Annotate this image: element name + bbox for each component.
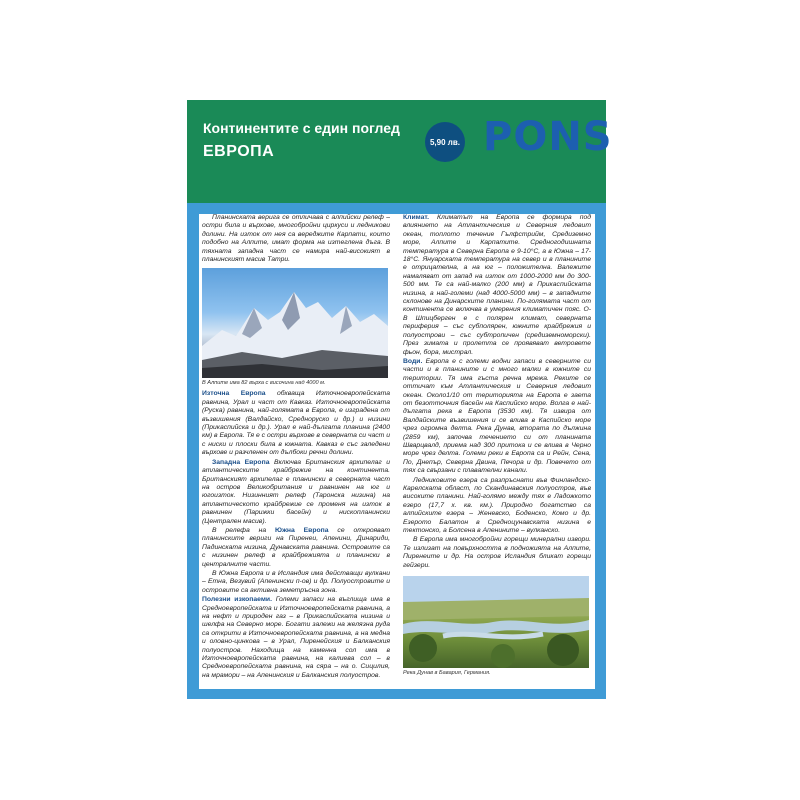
danube-photo <box>403 576 589 668</box>
intro-paragraph: Планинската верига се отличава с алпийски релеф – остри била и върхове, многобройни циркуси и ледникови долини. На изток от нея са вереджите Карпати, които подобно на Алпите, имат форма на изтеглена дъга. В тяхната западна част се намира най-високият в планинският масив Татри. <box>202 214 390 264</box>
price-badge: 5,90 лв. <box>425 122 465 162</box>
page-title: Континентите с един поглед <box>203 120 400 136</box>
east-europe-text: обхваща Източноевропейската равнина, Урал и част от Кавказ. Източноевропейската (Руска) равнина, най-голямата в Европа, е изградена от възвишения (Валдайско, Средноруско и др.) и низини (Прикаспийска и др.). Урал е най-дългата планина (2400 км) в Европа. Тя е с остри върхове в северната си част и с ниски и плоски била в южната. Кавказ е със заледени върхове и разчленен от дълбоки речни долини. <box>202 390 390 457</box>
heading-south-europe: Южна Европа <box>274 526 329 534</box>
heading-minerals: Полезни изкопаеми. <box>202 596 272 604</box>
minerals-text: Големи запаси на въглища има в Средноевропейската и Източноевропейската равнина, а на нефт и природен газ – в Прикаспийската низина и шелфа на Северно море. Богати залежи на желязна руда са открити в Източноевропейската равнина, а на медна и оловно-цинкова – в Урал, Пиренейския и Балканския полуостров. Находища на каменна сол има в Източноевропейската равнина, на калиева сол – в Средноевропейската равнина, на сяра – на о. Сицилия, на мрамори – на Апенинския и Балканския полуостров. <box>202 596 390 679</box>
lakes-paragraph: Ледниковите езера са разпръснати във Финландско-Карелската област, по Скандинавския полуостров, във високите планини. Най-голямо между тях е Ладожкото езеро (17,7 х. кв. км.). Природно богатство са алпийските езера – Женевско, Боденско, Комо и др. Езерото Балатон в Средноцунавската низина е тектонско, а Болсена в Апенините – вулканско. <box>403 476 591 535</box>
danube-illustration <box>403 576 589 668</box>
left-column <box>202 214 390 689</box>
pons-logo: PONS <box>483 114 613 160</box>
south-europe-text: се открояват планинските вериги на Пиренеи, Апенини, Динариди, Падинската низина, Дунавската равнина. Островите са с низинен релеф в крайбрежията и планински в централните части. <box>202 526 390 568</box>
waters-text: Европа е с големи водни запаси в северните си части и в планините и с много малки в южните си територии. Тя има гъста речна мрежа. Реките се оттичат към Атлантическия и Северния ледовит океан. Около1/10 от територията на Европа е заета от безотточния басейн на Каспийско море. Волга е най-дългата река в Европа (3530 км). Тя извира от Валдайските възвишения и се влива в Каспийско море чрез огромна делта. Река Дунав, втората по дължина (2859 км), започва течението си от планината Шварцвалд, приема над 300 притока и се влива в Черно море чрез делта. Големи реки в Европа са и Рейн, Сена, По, Днепър, Северна Двина, Печора и др. Повечето от тях са свързани с плавателни канали. <box>403 357 591 475</box>
right-column <box>403 214 591 689</box>
west-europe-text: Включва Британския архипелаг и атлантическите крайбрежие на континента. Британският архипелаг е планински в северната част на остров Великобритания и равнинен на юг и югоизток. Низинният релеф (Таронска низина) на атлантическото крайбрежие се променя на изток в равнинен (Парижки басейн) и нископланински (Централен масив). <box>202 458 390 525</box>
alps-photo <box>202 268 388 378</box>
climate-text: Климатът на Европа се формира под влиянието на Атлантическия и Северния ледовит океан, топлото течение Гълфстрийм, Средиземно море, Алпите и Карпатите. Средногодишната температура в Северна Европа е 9-10°С, а в Южна – 17-18°С. Януарската температура на север и в планините е отрицателна, а на юг – положителна. Валежите намаляват от запад на изток от 1000-2000 мм до 300-500 мм. Те са най-малко (200 мм) в Прикаспийската низина, а най-големи (над 4000-5000 мм) – в западните склонове на Динарските планини. По-голямата част от континента се включва в умерения климатичен пояс. О-В Шпицберген е с полярен климат, северната периферия – със субполярен, южните крайбрежия и полуострови – със субтропичен (средиземноморски). През зимата и пролетта се проявяват ветровете фьон, бора, мистрал. <box>403 214 591 356</box>
springs-paragraph: В Европа има многобройни горещи минерални извори. Те излизат на повърхността в подножията на Алпите, Пиренеите и др. На остров Исландия бликат горещи гейзери. <box>403 536 591 569</box>
danube-caption: Река Дунав в Бавария, Германия. <box>403 670 491 677</box>
content-panel <box>199 214 595 689</box>
volcano-paragraph: В Южна Европа и в Исландия има действащи вулкани – Етна, Везувий (Апенински п-ов) и др. Полуостровите и островите са активна земетръсна зона. <box>202 569 390 594</box>
page-subtitle: ЕВРОПА <box>203 143 275 160</box>
alps-illustration <box>202 268 388 378</box>
heading-waters: Води. <box>403 357 423 365</box>
alps-caption: В Алпите има 82 върха с височина над 4000 м. <box>202 380 326 387</box>
leaflet-sheet <box>187 100 613 699</box>
heading-west-europe: Западна Европа <box>212 458 270 466</box>
south-europe-lead: В релефа на <box>212 526 267 534</box>
header-band <box>187 100 613 203</box>
heading-climate: Климат. <box>403 214 429 221</box>
heading-east-europe: Източна Европа <box>202 390 266 398</box>
